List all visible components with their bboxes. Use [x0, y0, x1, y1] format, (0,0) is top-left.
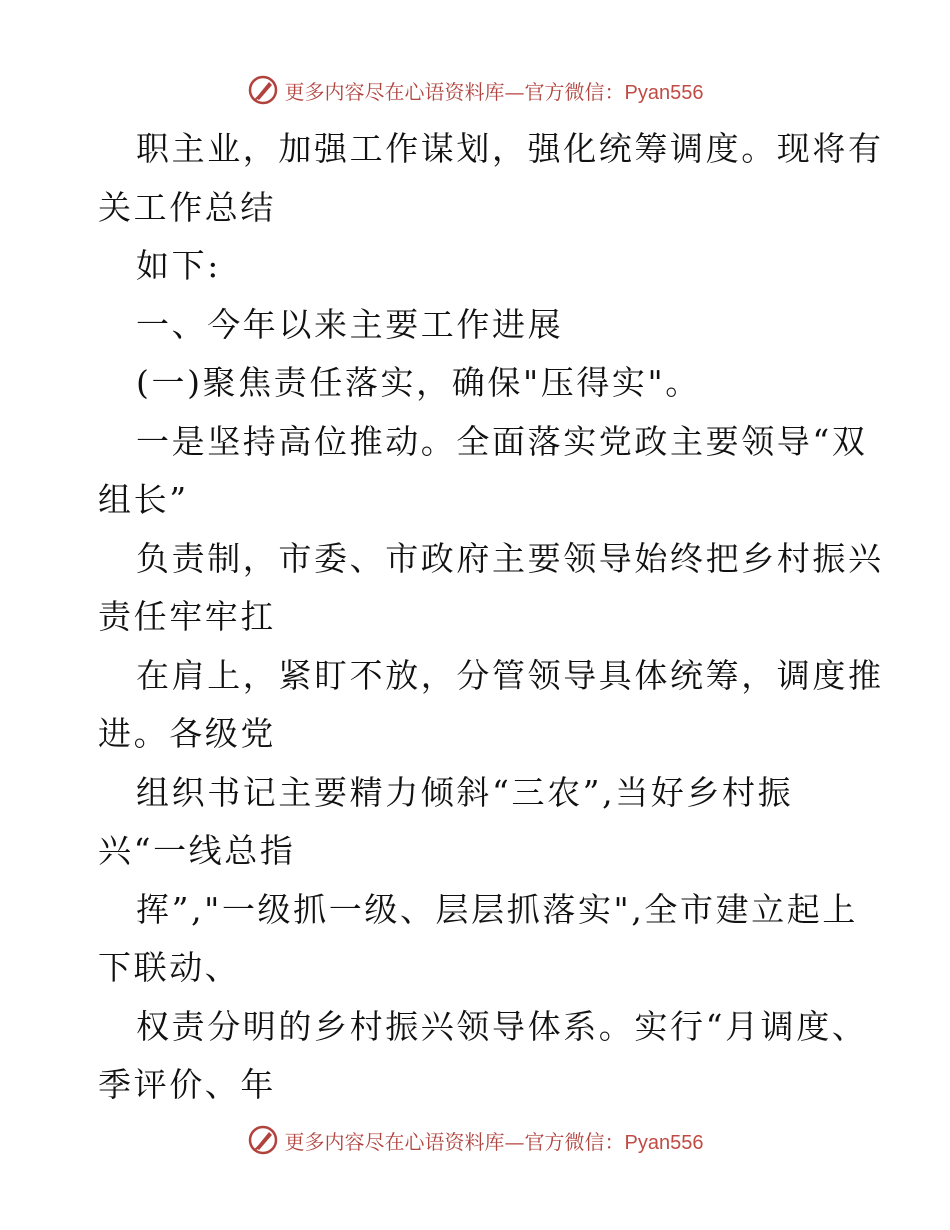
footer-watermark [0, 1120, 950, 1160]
text-line: 进。各级党 [98, 714, 276, 753]
watermark-text: 更多内容尽在心语资料库—官方微信：Pyan556 [284, 79, 704, 104]
text-line: 关工作总结 [98, 187, 276, 227]
text-line: 季评价、年 [98, 1065, 276, 1104]
text-line: 在肩上，紧盯不放，分管领导具体统筹，调度推 [136, 655, 884, 695]
text-line: 兴“一线总指 [98, 831, 296, 870]
text-line: 职主业，加强工作谋划，强化统筹调度。现将有 [136, 129, 884, 168]
header-watermark [0, 70, 950, 110]
text-line: 组长” [98, 480, 189, 519]
feather-pen-logo-icon [247, 1124, 279, 1156]
feather-pen-logo-icon [247, 74, 279, 106]
subsection-heading: (一)聚焦责任落实，确保"压得实"。 [136, 363, 701, 402]
watermark-wechat-id: Pyan556 [624, 1131, 704, 1154]
text-line: 负责制，市委、市政府主要领导始终把乡村振兴 [136, 538, 884, 578]
document-body [98, 120, 884, 1115]
watermark-wechat-id: Pyan556 [624, 81, 704, 104]
section-heading: 一、今年以来主要工作进展 [136, 304, 564, 344]
text-line: 挥”,"一级抓一级、层层抓落实",全市建立起上 [136, 889, 859, 929]
text-line: 权责分明的乡村振兴领导体系。实行“月调度、 [136, 1006, 868, 1046]
text-line: 下联动、 [98, 948, 241, 987]
watermark-text: 更多内容尽在心语资料库—官方微信：Pyan556 [284, 1129, 704, 1154]
text-line: 一是坚持高位推动。全面落实党政主要领导“双 [136, 421, 868, 461]
text-line: 组织书记主要精力倾斜“三农”,当好乡村振 [136, 772, 794, 812]
text-line: 责任牢牢扛 [98, 597, 276, 636]
text-line: 如下: [136, 246, 221, 285]
